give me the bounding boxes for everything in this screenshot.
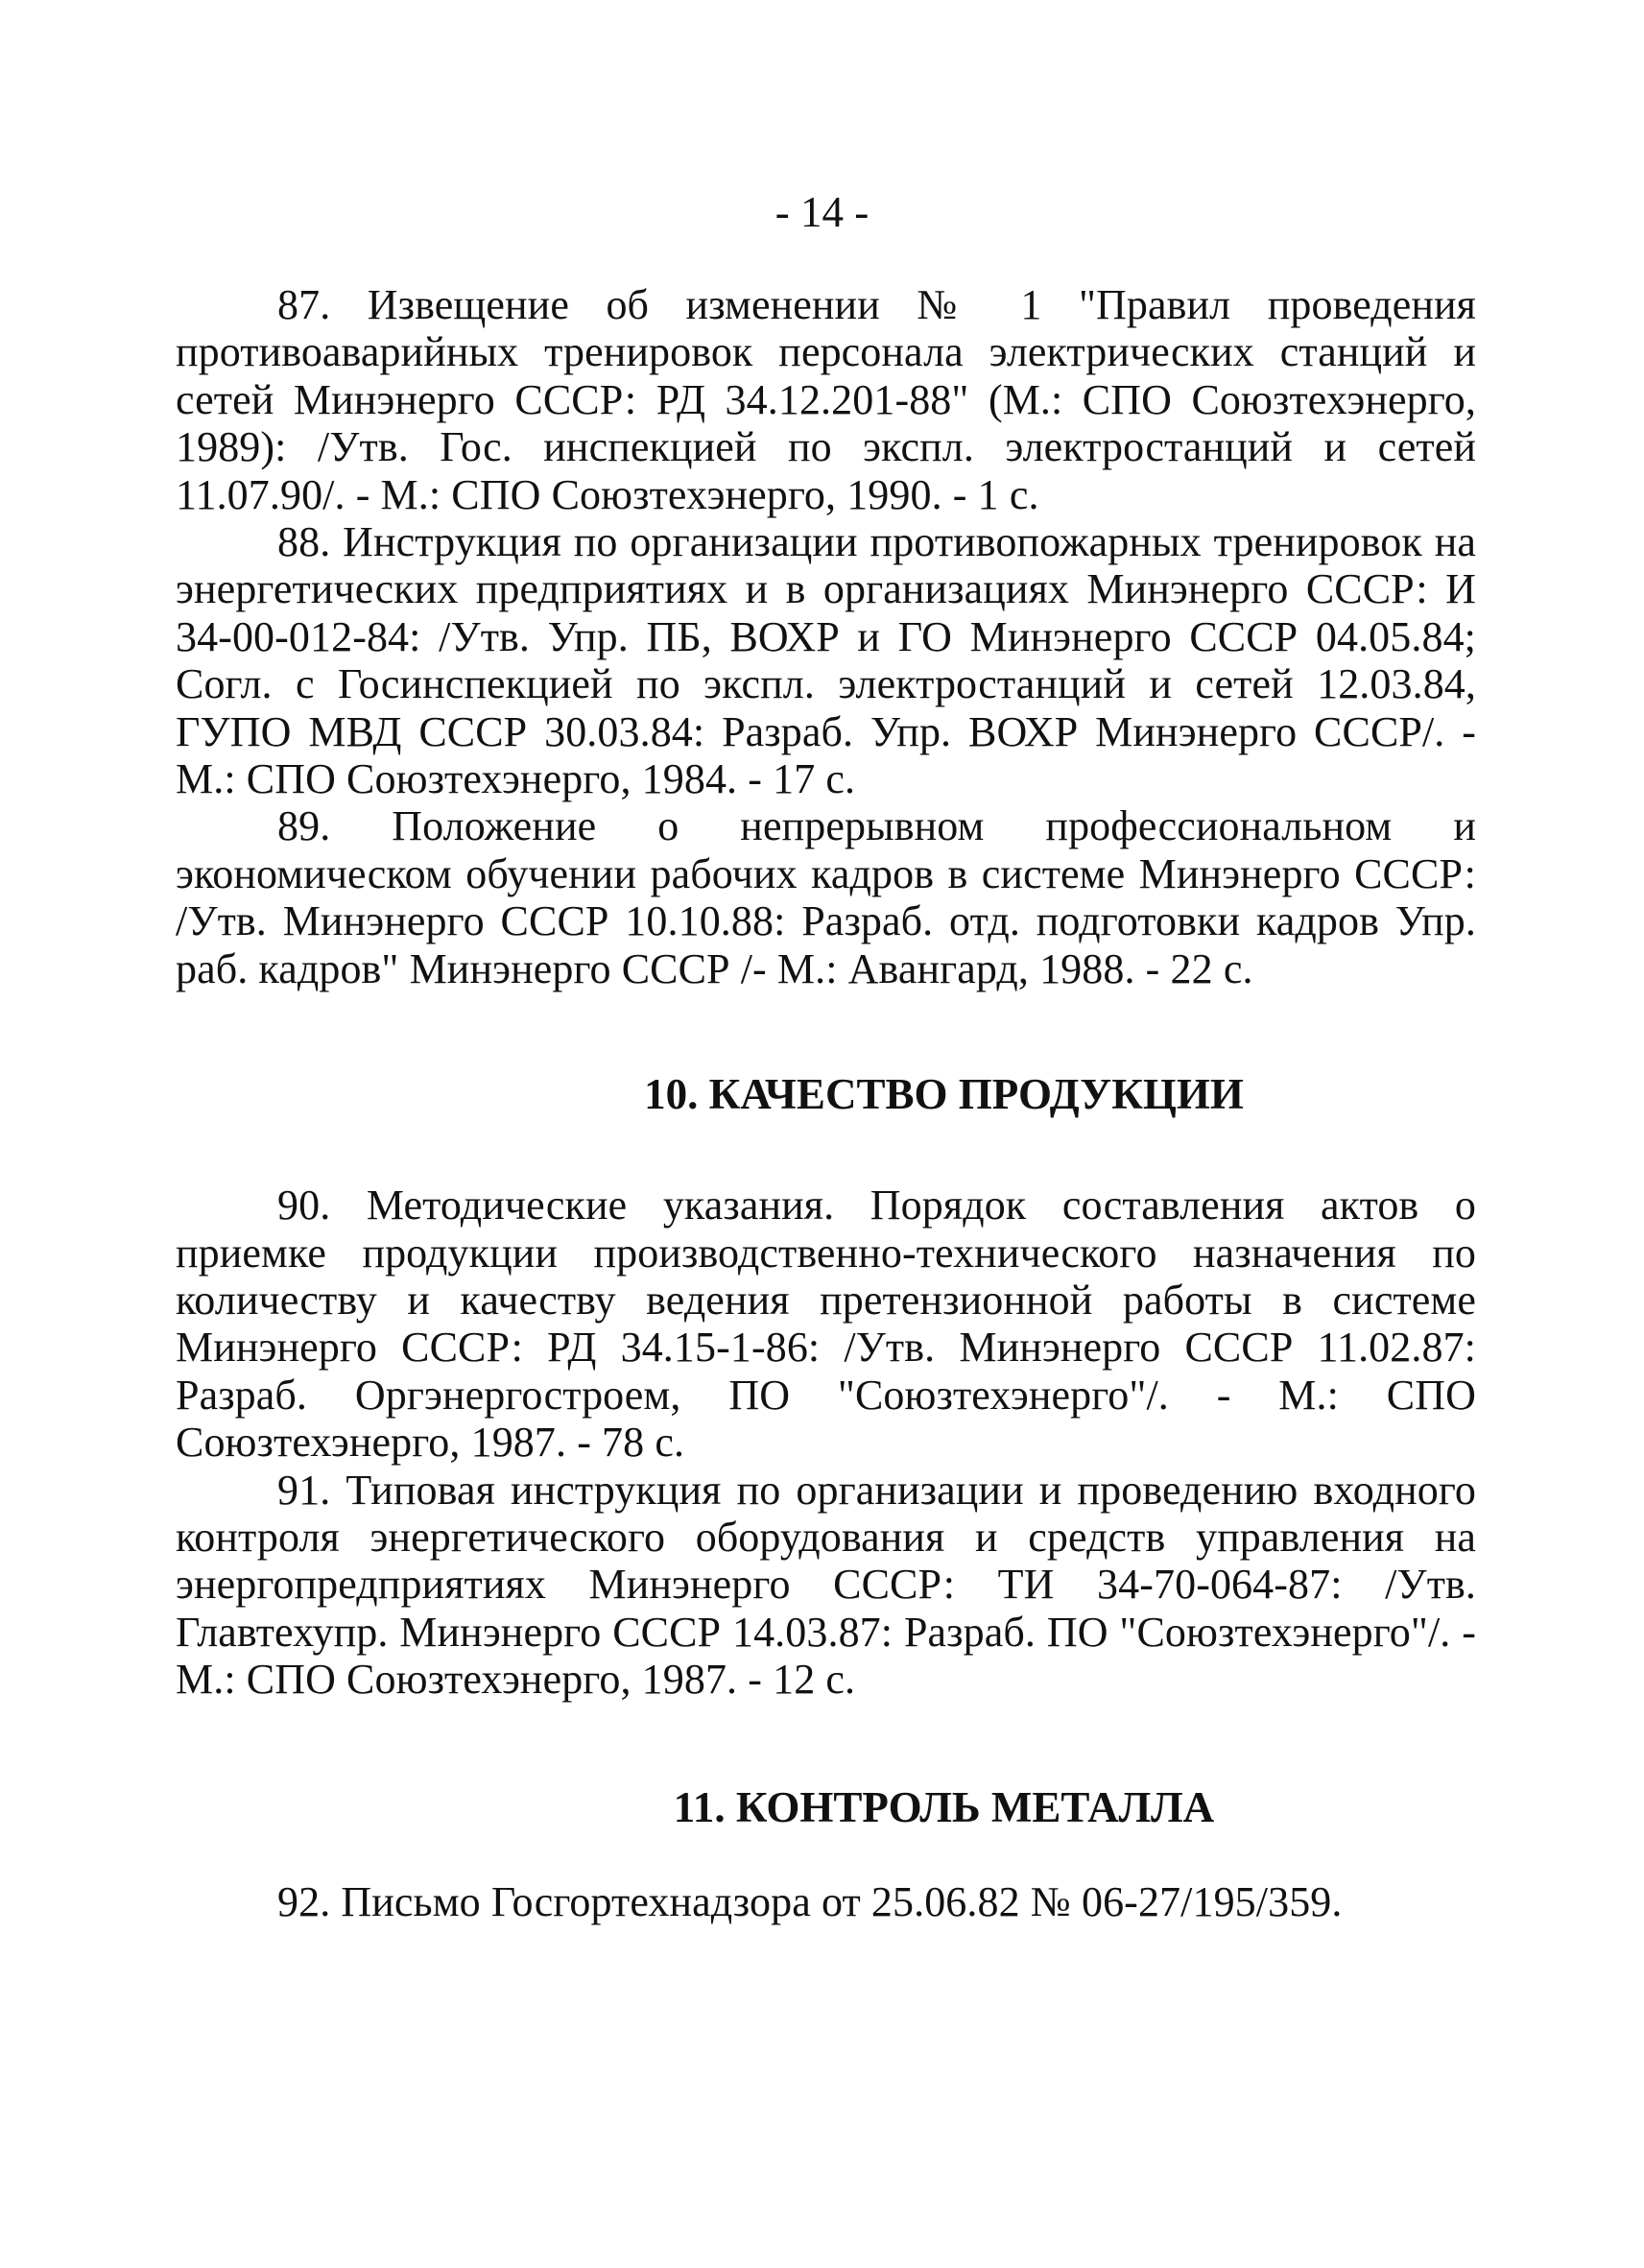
document-body [176, 281, 1476, 1925]
section-heading-product-quality: 10. КАЧЕСТВО ПРОДУКЦИИ [644, 1070, 1244, 1119]
list-item-91: 91. Типовая инструкция по организации и проведению входного контроля энергетического оборудования и средств управления на энергопредприятиях Минэнерго СССР: ТИ 34-70-064-87: /Утв. Главтехупр. Минэнерго СССР 14.03.87: Разраб. ПО "Союзтехэнерго"/. - М.: СПО Союзтехэнерго, 1987. - 12 с. [176, 1466, 1476, 1704]
list-item-92: 92. Письмо Госгортехнадзора от 25.06.82 № 06-27/195/359. [277, 1877, 1343, 1925]
page-number: - 14 - [774, 188, 870, 236]
list-item-89: 89. Положение о непрерывном профессиональном и экономическом обучении рабочих кадров в системе Минэнерго СССР: /Утв. Минэнерго СССР 10.10.88: Разраб. отд. подготовки кадров Упр. раб. кадров" Минэнерго СССР /- М.: Авангард, 1988. - 22 с. [176, 802, 1476, 992]
list-item-88: 88. Инструкция по организации противопожарных тренировок на энергетических предприятиях и в организациях Минэнерго СССР: И 34-00-012-84: /Утв. Упр. ПБ, ВОХР и ГО Минэнерго СССР 04.05.84; Согл. с Госинспекцией по экспл. электростанций и сетей 12.03.84, ГУПО МВД СССР 30.03.84: Разраб. Упр. ВОХР Минэнерго СССР/. - М.: СПО Союзтехэнерго, 1984. - 17 с. [176, 518, 1476, 803]
section-heading-metal-control: 11. КОНТРОЛЬ МЕТАЛЛА [673, 1782, 1215, 1831]
list-item-90: 90. Методические указания. Порядок составления актов о приемке продукции производственно-технического назначения по количеству и качеству ведения претензионной работы в системе Минэнерго СССР: РД 34.15-1-86: /Утв. Минэнерго СССР 11.02.87: Разраб. Оргэнергостроем, ПО "Союзтехэнерго"/. - М.: СПО Союзтехэнерго, 1987. - 78 с. [176, 1182, 1476, 1467]
list-item-87: 87. Извещение об изменении № 1 "Правил проведения противоаварийных тренировок персонала электрических станций и сетей Минэнерго СССР: РД 34.12.201-88" (М.: СПО Союзтехэнерго, 1989): /Утв. Гос. инспекцией по экспл. электростанций и сетей 11.07.90/. - М.: СПО Союзтехэнерго, 1990. - 1 с. [176, 281, 1476, 518]
